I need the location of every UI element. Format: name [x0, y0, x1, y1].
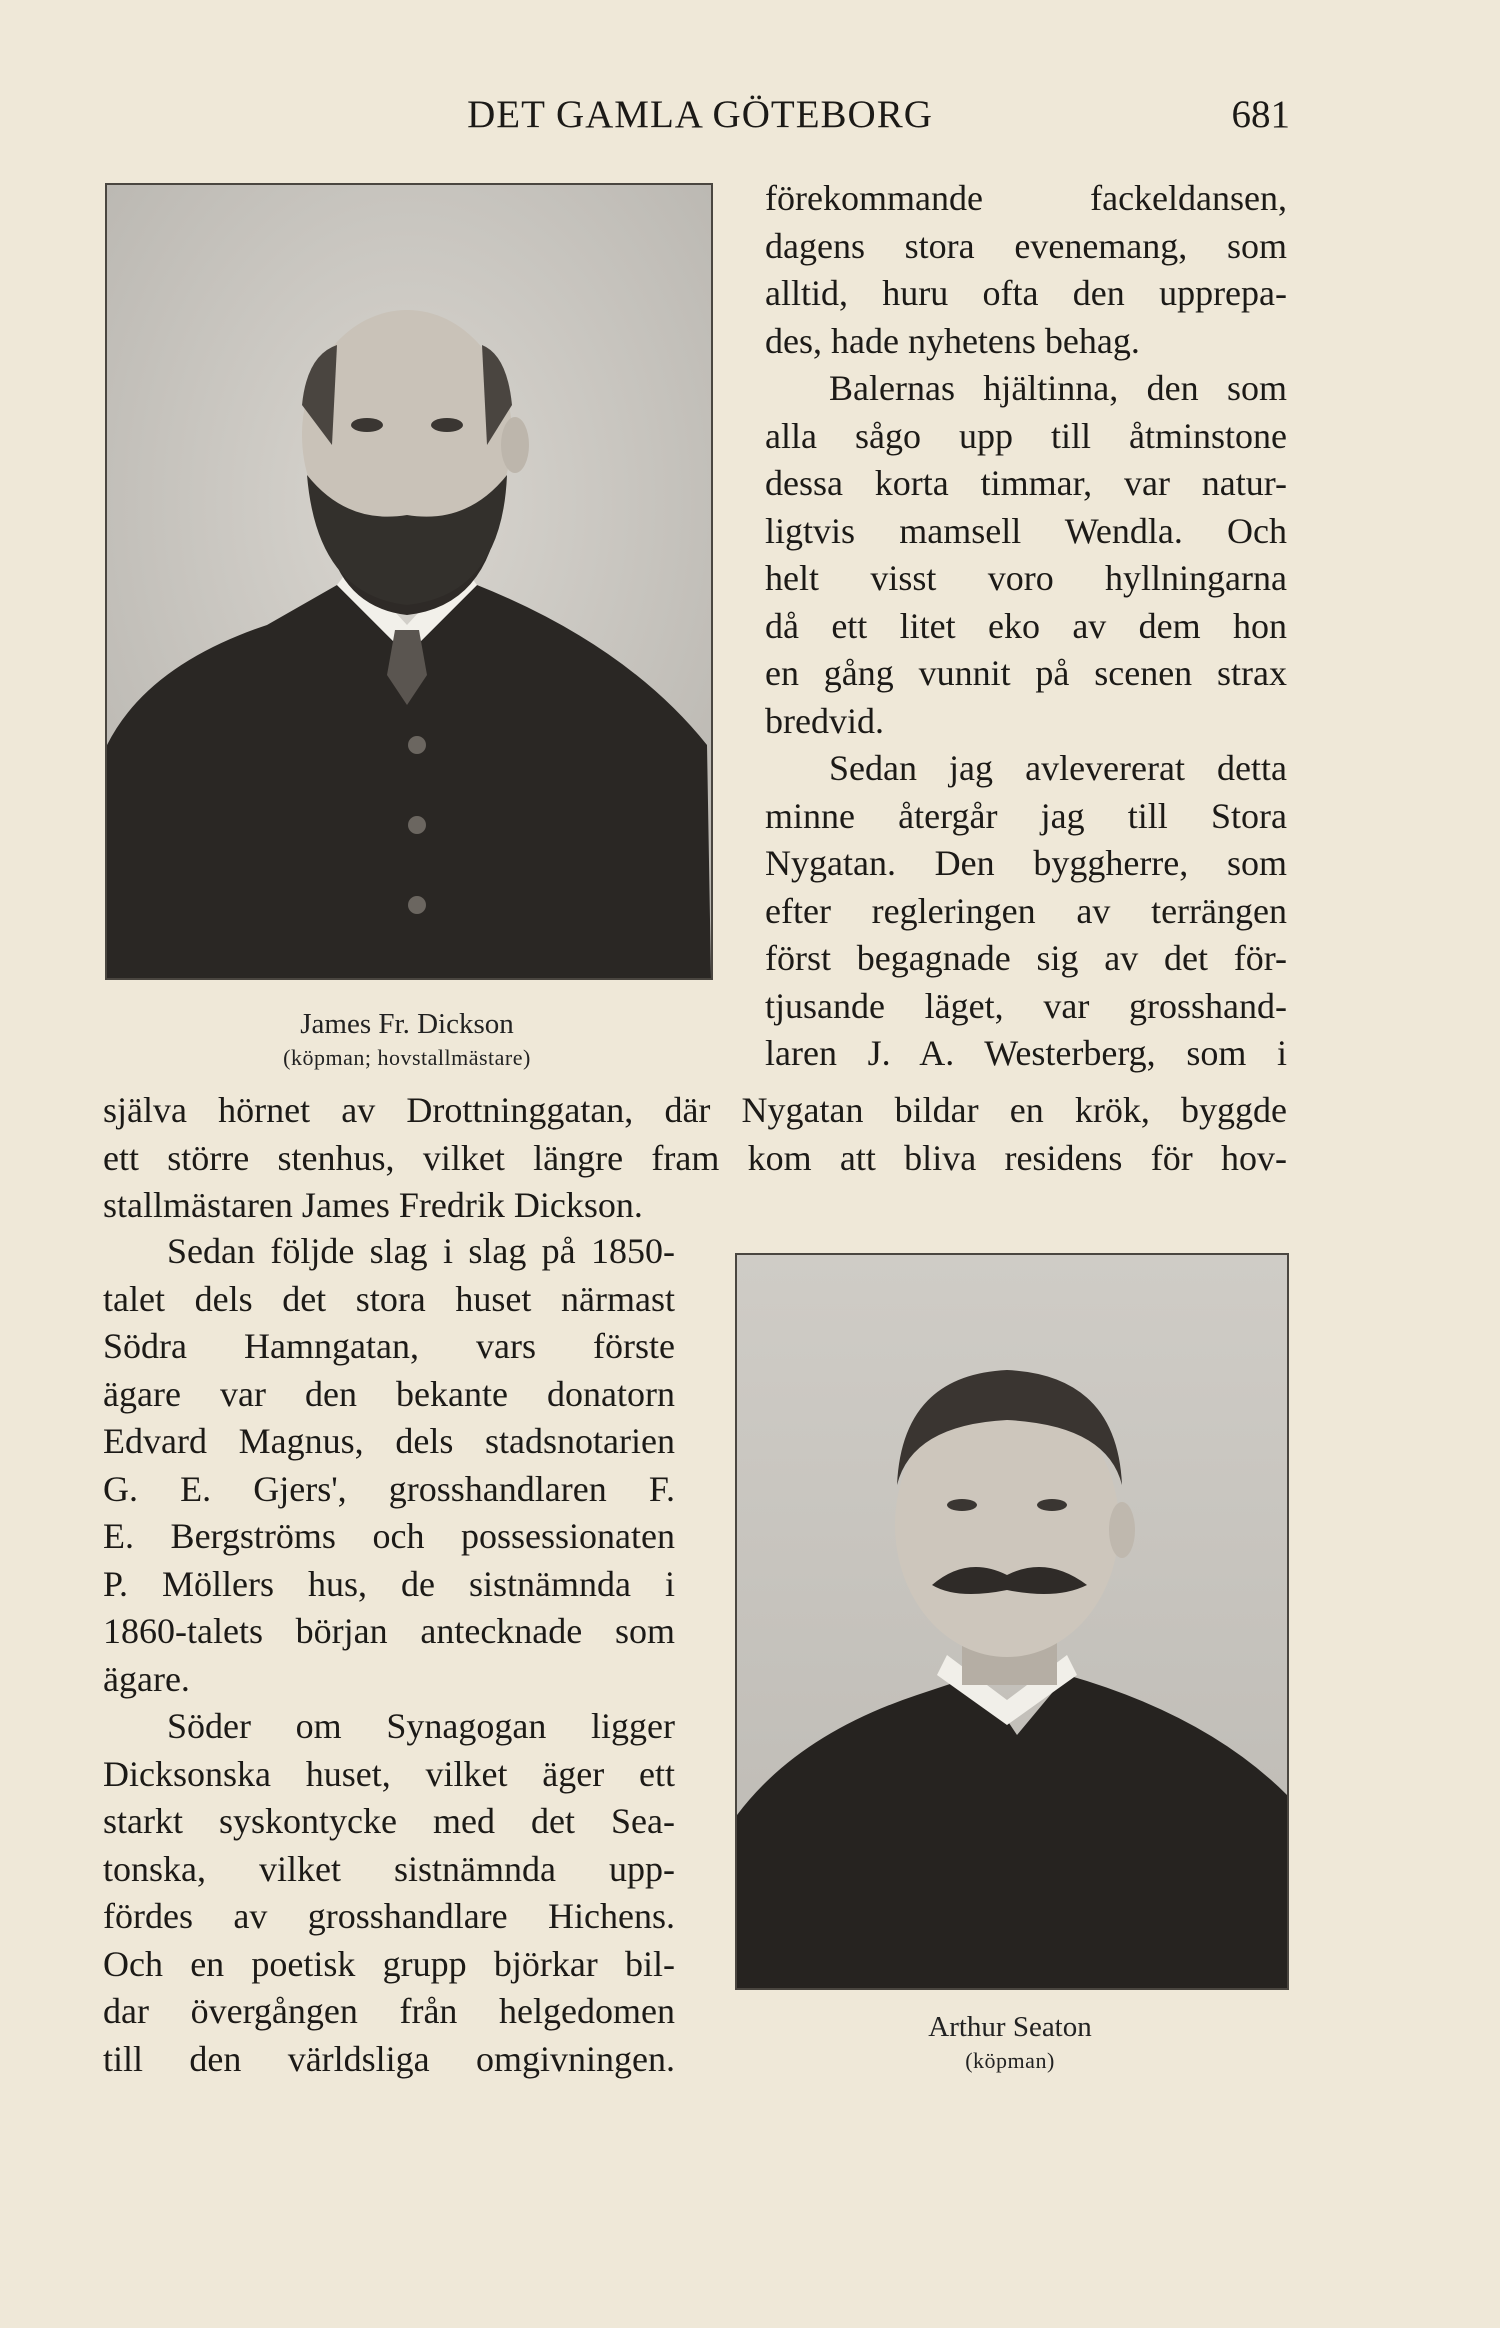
text-line: till den världsliga omgivningen.: [103, 2038, 675, 2079]
text-line: alla sågo upp till åtminstone: [765, 415, 1287, 456]
text-line: dagens stora evenemang, som: [765, 225, 1287, 266]
text-line: 1860-talets början antecknade som: [103, 1611, 675, 1651]
text-line: Och en poetisk grupp björkar bil-: [103, 1943, 675, 1984]
text-line: ägare var den bekante donatorn: [103, 1373, 675, 1414]
text-line: dessa korta timmar, var natur-: [765, 463, 1287, 503]
text-line: tonska, vilket sistnämnda upp-: [103, 1848, 675, 1889]
portrait-photo-dickson: [105, 183, 713, 980]
text-line: en gång vunnit på scenen strax: [765, 653, 1287, 693]
caption-role: (köpman): [965, 2048, 1055, 2073]
text-line: dar övergången från helgedomen: [103, 1991, 675, 2031]
caption-seaton: [835, 2008, 1185, 2076]
running-header: DET GAMLA GÖTEBORG: [467, 93, 933, 136]
caption-name: Arthur Seaton: [928, 2011, 1092, 2043]
caption-dickson: [105, 1005, 709, 1073]
text-line: Söder om Synagogan ligger: [167, 1706, 675, 1746]
portrait-photo-seaton: [735, 1253, 1289, 1990]
text-line: fördes av grosshandlare Hichens.: [103, 1896, 675, 1936]
text-line: efter regleringen av terrängen: [765, 890, 1287, 931]
text-line: stallmästaren James Fredrik Dickson.: [103, 1185, 643, 1225]
text-line: E. Bergströms och possessionaten: [103, 1516, 675, 1556]
portrait-image-seaton: [737, 1255, 1287, 1988]
text-line: Balernas hjältinna, den som: [829, 368, 1287, 408]
text-line: då ett litet eko av dem hon: [765, 605, 1287, 646]
text-line: alltid, huru ofta den upprepa-: [765, 273, 1287, 313]
text-line: ligtvis mamsell Wendla. Och: [765, 510, 1287, 551]
text-line: först begagnade sig av det för-: [765, 938, 1287, 978]
page-number: 681: [1231, 93, 1290, 136]
text-line: förekommande fackeldansen,: [765, 178, 1287, 218]
left-column-text: [103, 1228, 675, 2083]
text-line: starkt syskontycke med det Sea-: [103, 1801, 675, 1841]
caption-name: James Fr. Dickson: [300, 1008, 514, 1040]
text-line: Edvard Magnus, dels stadsnotarien: [103, 1421, 675, 1461]
text-line: Södra Hamngatan, vars förste: [103, 1326, 675, 1366]
text-line: helt visst voro hyllningarna: [765, 558, 1287, 598]
text-line: ägare.: [103, 1658, 190, 1699]
text-line: Dicksonska huset, vilket äger ett: [103, 1753, 675, 1794]
text-line: minne återgår jag till Stora: [765, 795, 1287, 836]
text-line: laren J. A. Westerberg, som i: [765, 1033, 1287, 1073]
text-line: talet dels det stora huset närmast: [103, 1278, 675, 1319]
text-line: ett större stenhus, vilket längre fram kom att bliva residens för hov-: [103, 1137, 1287, 1178]
portrait-image-dickson: [107, 185, 711, 978]
text-line: Sedan följde slag i slag på 1850-: [167, 1231, 675, 1271]
text-line: Sedan jag avlevererat detta: [829, 748, 1287, 788]
text-line: G. E. Gjers', grosshandlaren F.: [103, 1468, 675, 1509]
text-line: tjusande läget, var grosshand-: [765, 985, 1287, 1026]
text-line: P. Möllers hus, de sistnämnda i: [103, 1563, 675, 1604]
caption-role: (köpman; hovstallmästare): [283, 1045, 531, 1070]
text-line: des, hade nyhetens behag.: [765, 320, 1140, 361]
text-line: själva hörnet av Drottninggatan, där Nygatan bildar en krök, byggde: [103, 1090, 1287, 1130]
text-line: bredvid.: [765, 700, 884, 741]
right-column-text: [765, 175, 1287, 1078]
full-width-text: [103, 1087, 1287, 1230]
text-line: Nygatan. Den byggherre, som: [765, 843, 1287, 883]
